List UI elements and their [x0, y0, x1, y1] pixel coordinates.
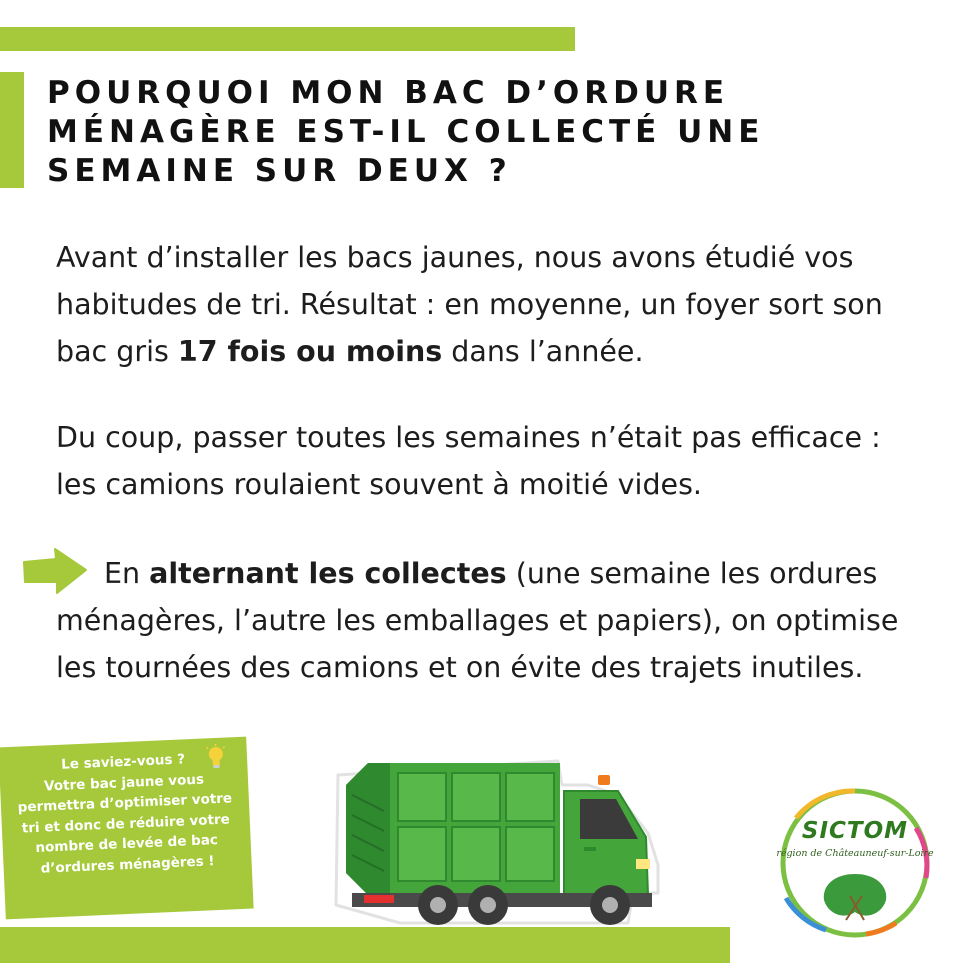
logo-region: région de Châteauneuf-sur-Loire [776, 848, 934, 859]
highlight-frequency: 17 fois ou moins [177, 335, 443, 368]
page-title: POURQUOI MON BAC D’ORDURE MÉNAGÈRE EST-IL COLLECTÉ UNE SEMAINE SUR DEUX ? [47, 75, 765, 189]
paragraph-alternating: En alternant les collectes (une semaine les ordures ménagères, l’autre les emballages et papiers), on optimise les tournées des camions et on évite des trajets inutiles. [56, 557, 899, 684]
highlight-alternating: alternant les collectes [149, 557, 507, 590]
logo-name: SICTOM [801, 818, 909, 844]
did-you-know-box [0, 737, 254, 920]
garbage-truck-illustration [328, 755, 668, 927]
sictom-logo [766, 788, 944, 938]
tip-heading: Le saviez-vous ? [60, 751, 186, 773]
logo-ring-icon [766, 788, 944, 938]
bottom-accent-bar [0, 927, 730, 963]
tip-body: Votre bac jaune vous permettra d’optimiser votre tri et donc de réduire votre nombre de levée de bac d’ordures ménagères ! [17, 771, 233, 877]
paragraph-study: Avant d’installer les bacs jaunes, nous avons étudié vos habitudes de tri. Résultat : en moyenne, un foyer sort son bac gris 17 fois ou moins dans l’année. [56, 241, 883, 368]
lightbulb-icon [204, 744, 227, 771]
paragraph-efficiency: Du coup, passer toutes les semaines n’était pas efficace : les camions roulaient souvent à moitié vides. [56, 421, 881, 501]
top-accent-bar [0, 27, 575, 51]
title-accent-bar [0, 72, 24, 188]
